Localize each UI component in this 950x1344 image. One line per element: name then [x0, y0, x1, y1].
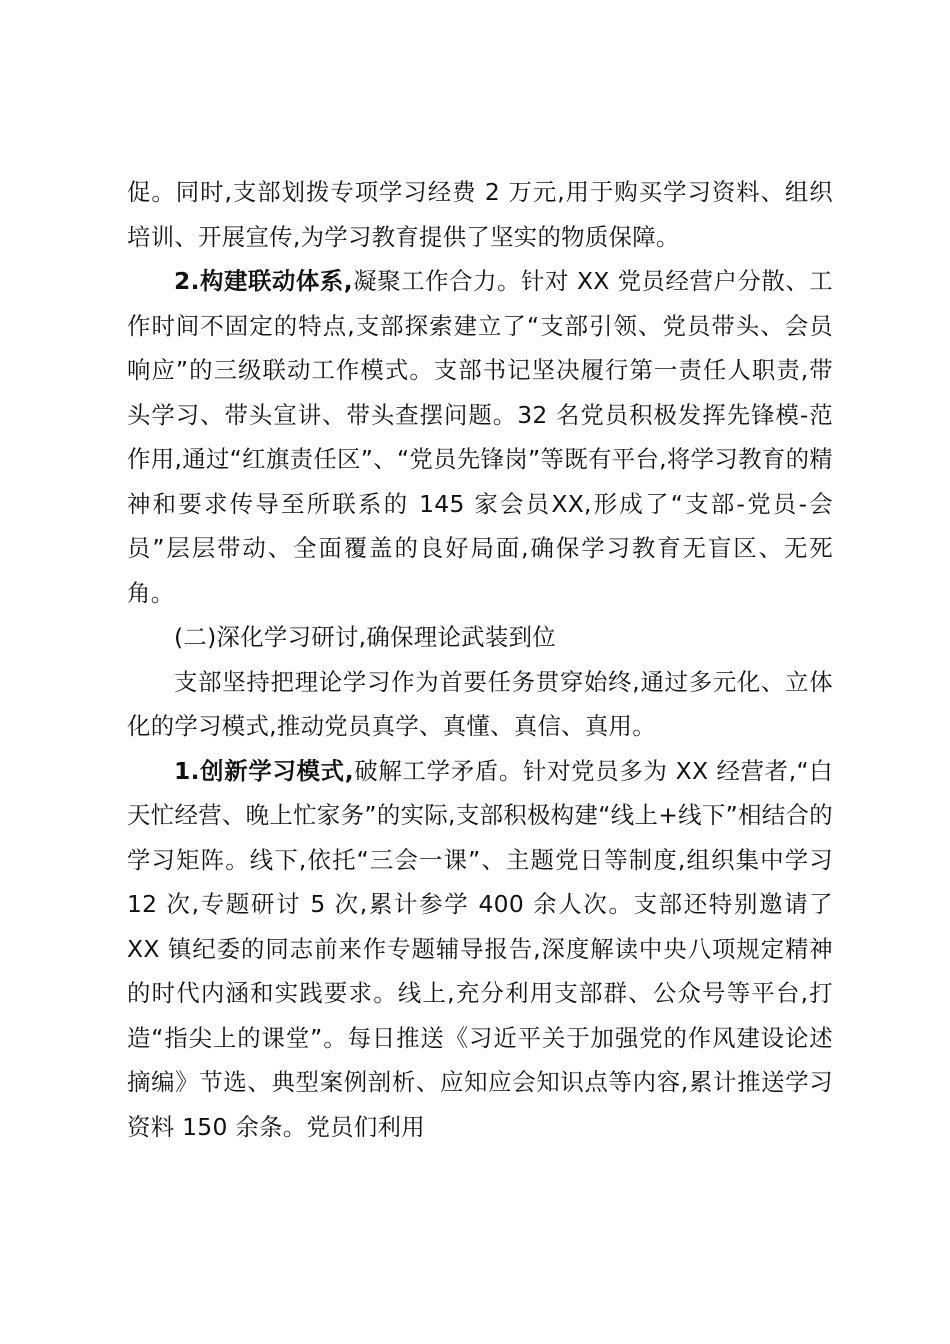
paragraph-text: 破解工学矛盾。针对党员多为 XX 经营者,“白天忙经营、晚上忙家务”的实际,支部积极构建“线上+线下”相结合的学习矩阵。线下,依托“三会一课”、主题党日等制度,组织集中学习 12 次,专题研讨 5 次,累计参学 400 余人次。支部还特别邀请了 XX 镇纪委的同志前来作专题辅导报告,深度解读中央八项规定精神的时代内涵和实践要求。线上,充分利用支部群、公众号等平台,打造“指尖上的课堂”。每日推送《习近平关于加强党的作风建设论述摘编》节选、典型案例剖析、应知应会知识点等内容,累计推送学习资料 150 余条。党员们利用: [127, 756, 833, 1141]
paragraph-heading: 2.构建联动体系,: [174, 267, 353, 295]
paragraph-text: 促。同时,支部划拨专项学习经费 2 万元,用于购买学习资料、组织培训、开展宣传,为学习教育提供了坚实的物质保障。: [127, 178, 833, 251]
paragraph-text: 凝聚工作合力。针对 XX 党员经营户分散、工作时间不固定的特点,支部探索建立了“支部引领、党员带头、会员响应”的三级联动工作模式。支部书记坚决履行第一责任人职责,带头学习、带头宣讲、带头查摆问题。32 名党员积极发挥先锋模-范作用,通过“红旗责任区”、“党员先锋岗”等既有平台,将学习教育的精神和要求传导至所联系的 145 家会员XX,形成了“支部-党员-会员”层层带动、全面覆盖的良好局面,确保学习教育无盲区、无死角。: [127, 267, 833, 607]
paragraph-funding-continuation: [127, 170, 833, 259]
section-heading-deepen-study: [127, 615, 833, 660]
paragraph-linkage-system: [127, 259, 833, 615]
paragraph-text: 支部坚持把理论学习作为首要任务贯穿始终,通过多元化、立体化的学习模式,推动党员真学、真懂、真信、真用。: [127, 667, 833, 740]
document-body: [127, 170, 833, 1149]
paragraph-heading: 1.创新学习模式,: [174, 756, 354, 785]
paragraph-innovative-study-mode: [127, 749, 833, 1150]
section-heading-text: (二)深化学习研讨,确保理论武装到位: [174, 623, 556, 651]
paragraph-theory-study: [127, 660, 833, 749]
